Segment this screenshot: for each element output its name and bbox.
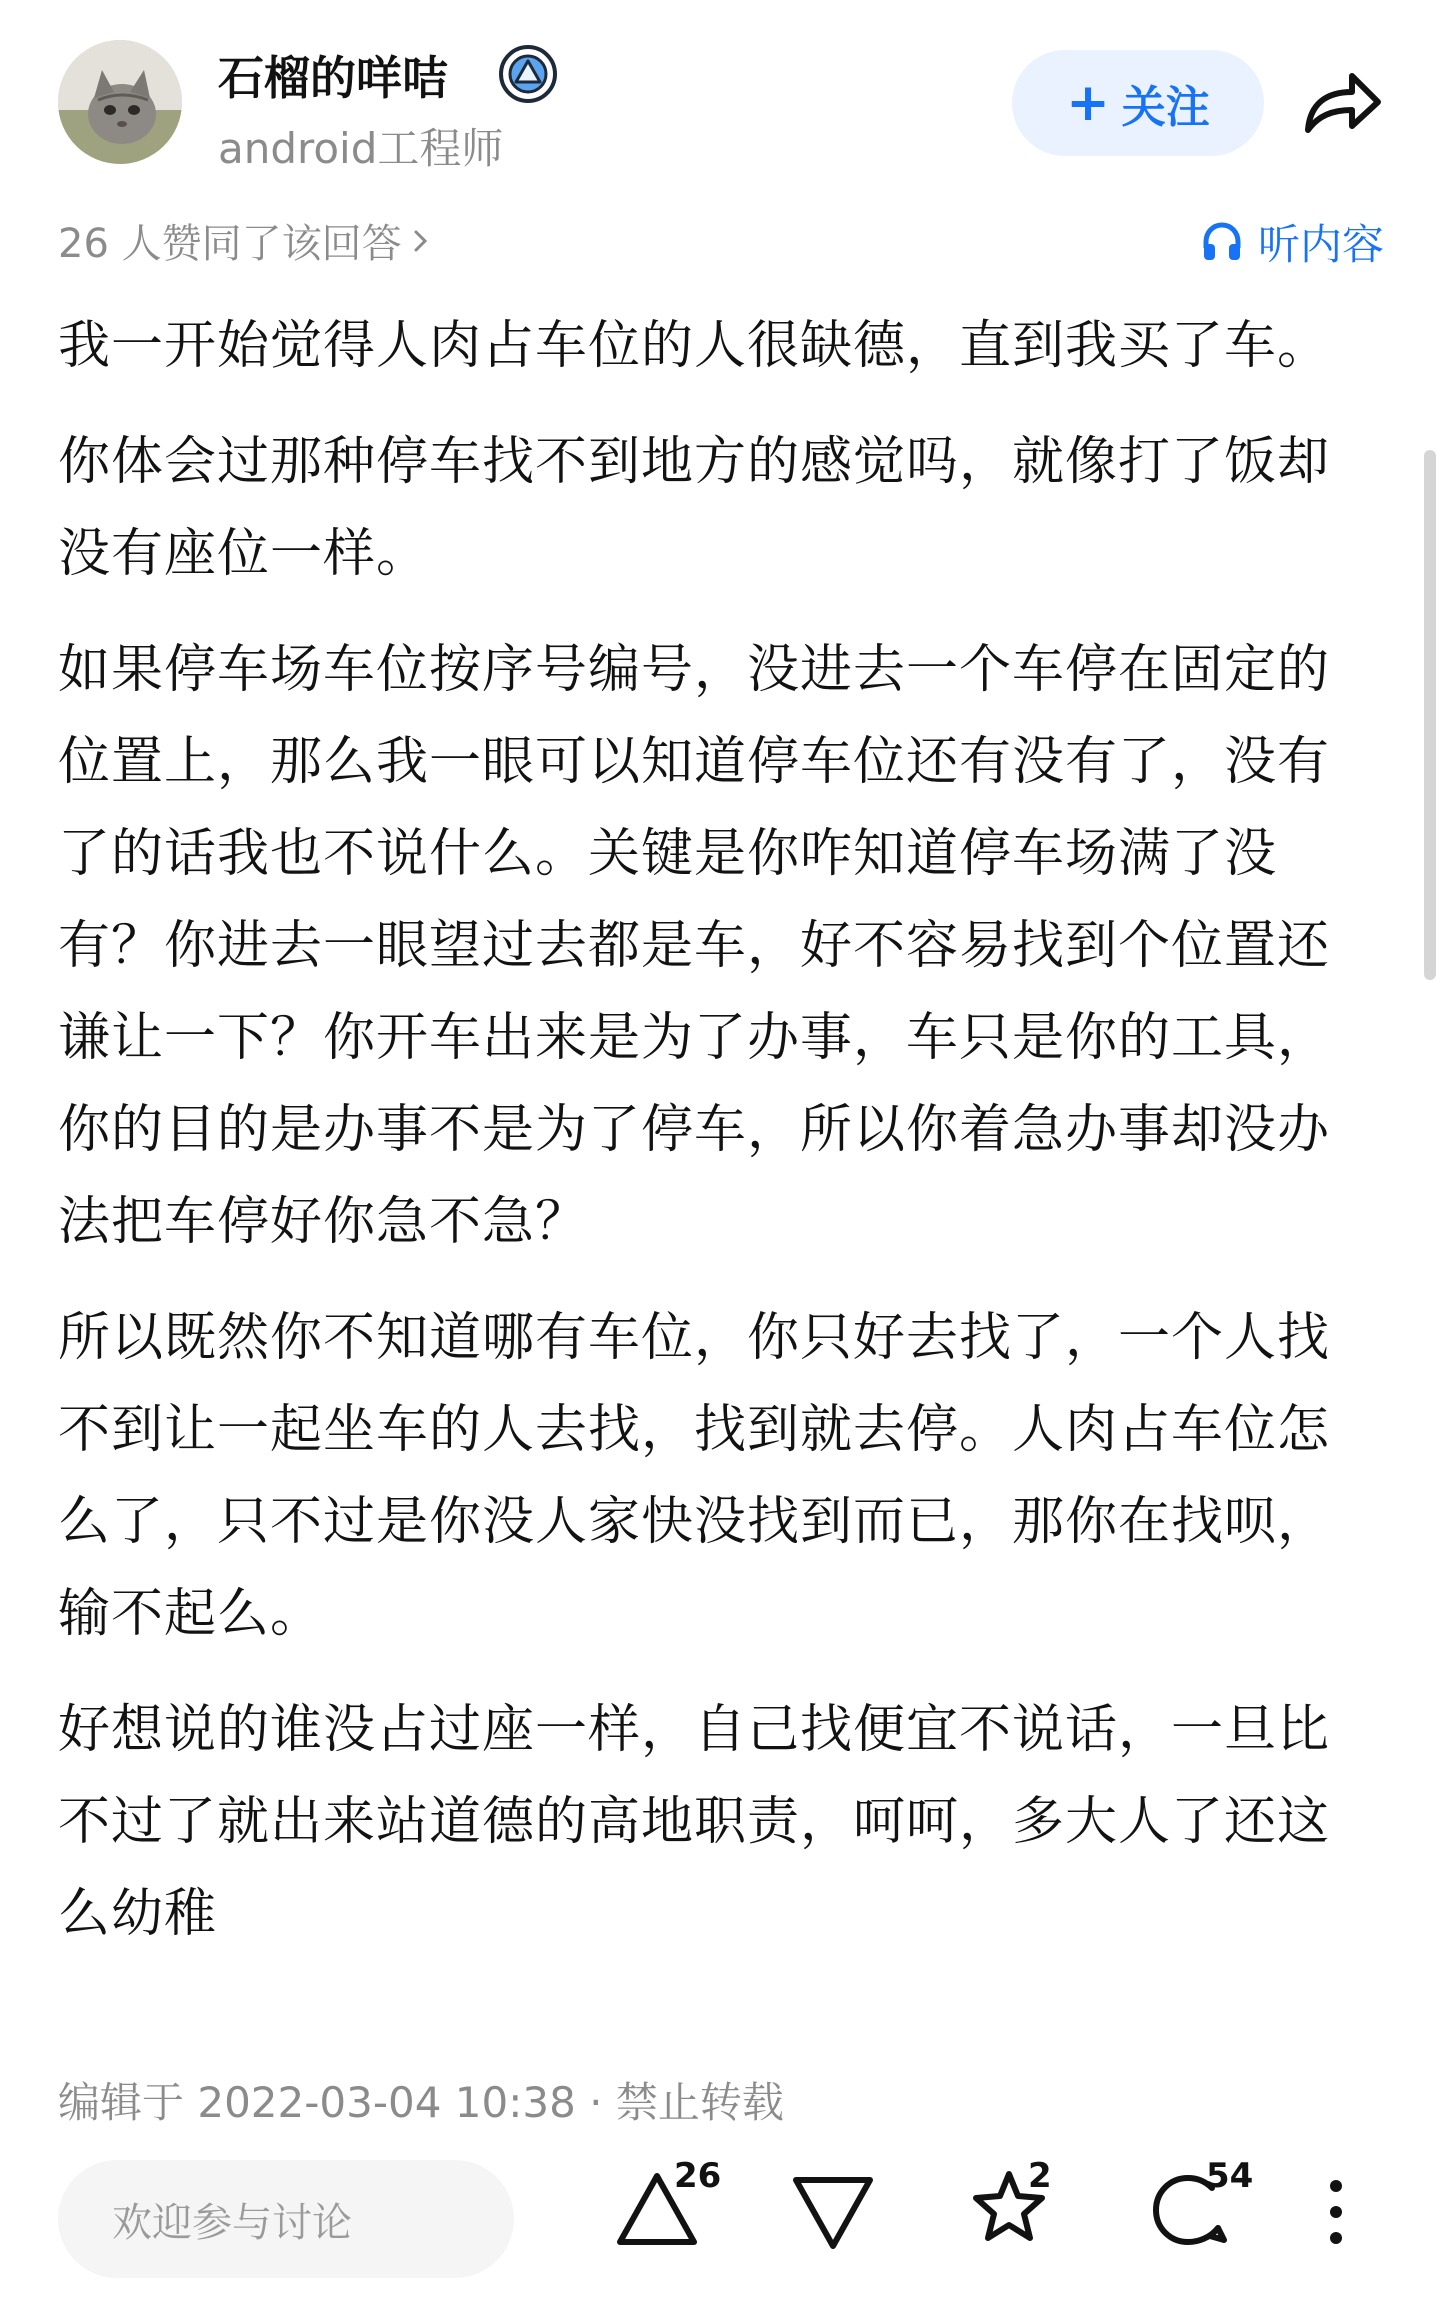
follow-label: 关注 [1121,82,1210,133]
avatar[interactable] [58,40,182,164]
listen-label: 听内容 [1257,220,1384,269]
comment-count: 54 [1206,2156,1254,2196]
avatar-cat-image [58,40,182,164]
downvote-button[interactable] [790,2162,876,2252]
comment-placeholder: 欢迎参与讨论 [112,2199,352,2246]
upvote-summary-link[interactable] [58,212,430,269]
favorite-count: 2 [1028,2156,1052,2196]
author-headline: android工程师 [218,124,504,173]
comment-input[interactable] [58,2160,514,2278]
comments-button[interactable] [1146,2156,1254,2252]
more-vertical-icon [1316,2172,1356,2252]
downvote-triangle-icon [790,2162,876,2252]
answer-paragraph: 我一开始觉得人肉占车位的人很缺德，直到我买了车。 [58,316,1331,376]
favorite-button[interactable] [964,2156,1054,2252]
answer-header [0,0,1440,210]
more-options-button[interactable] [1316,2172,1356,2252]
verified-badge-icon [498,44,558,104]
listen-button[interactable] [1200,212,1384,272]
author-name[interactable]: 石榴的咩咭 [218,51,448,105]
edit-timestamp: 编辑于 2022-03-04 10:38 · 禁止转载 [58,2078,784,2127]
answer-paragraph: 如果停车场车位按序号编号，没进去一个车停在固定的位置上，那么我一眼可以知道停车位还有没有了，没有了的话我也不说什么。关键是你咋知道停车场满了没有？你进去一眼望过去都是车，好不容易找到个位置还谦让一下？你开车出来是为了办事，车只是你的工具，你的目的是办事不是为了停车，所以你着急办事却没办法把车停好你急不急？ [58,640,1331,1252]
answer-content [58,300,1358,1984]
chevron-right-icon [412,226,430,256]
answer-paragraph: 所以既然你不知道哪有车位，你只好去找了，一个人找不到让一起坐车的人去找，找到就去停。人肉占车位怎么了，只不过是你没人家快没找到而已，那你在找呗，输不起么。 [58,1308,1331,1644]
follow-button[interactable] [1012,50,1264,156]
headphone-icon [1200,220,1244,264]
share-icon[interactable] [1300,64,1384,144]
upvote-count: 26 [674,2156,722,2196]
scrollbar[interactable] [1424,450,1436,980]
answer-paragraph: 好想说的谁没占过座一样，自己找便宜不说话，一旦比不过了就出来站道德的高地职责，呵呵，多大人了还这么幼稚 [58,1700,1331,1944]
plus-icon: + [1066,73,1110,133]
answer-paragraph: 你体会过那种停车找不到地方的感觉吗，就像打了饭却没有座位一样。 [58,432,1331,584]
upvote-summary-text: 26 人赞同了该回答 [58,221,402,267]
upvote-button[interactable] [614,2156,722,2252]
